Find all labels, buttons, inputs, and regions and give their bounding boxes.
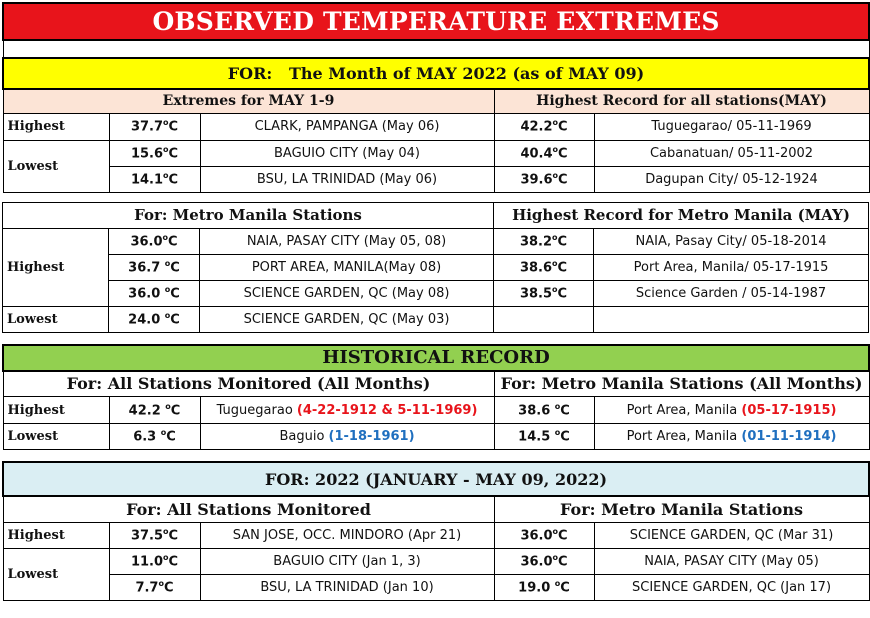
- temp-value: 15.6$^o$C: [109, 140, 200, 166]
- record-place: Port Area, Manila (05-17-1915): [594, 397, 869, 424]
- temp-value: 11.0$^o$C: [109, 548, 200, 574]
- year-table: [2, 461, 870, 601]
- section2-left-header: For: Metro Manila Stations: [3, 202, 494, 228]
- temp-value: 42.2 $^o$C: [109, 397, 200, 424]
- record-temp-value: 40.4$^o$C: [494, 140, 594, 166]
- record-place: Port Area, Manila (01-11-1914): [594, 424, 869, 450]
- mm-temp-value: 36.0$^o$C: [494, 548, 594, 574]
- row-label-highest: Highest: [3, 522, 109, 548]
- record-temp-value: 38.2$^o$C: [494, 228, 594, 254]
- report-title: OBSERVED TEMPERATURE EXTREMES: [3, 3, 869, 40]
- record-date: (4-22-1912 & 5-11-1969): [296, 402, 478, 418]
- row-label-lowest: Lowest: [3, 306, 109, 332]
- mm-station-location: SCIENCE GARDEN, QC (Mar 31): [594, 522, 869, 548]
- temperature-report: [2, 2, 868, 601]
- row-label-lowest: Lowest: [3, 548, 109, 600]
- historical-title: HISTORICAL RECORD: [3, 345, 869, 371]
- station-location: BSU, LA TRINIDAD (May 06): [200, 166, 494, 192]
- mm-station-location: NAIA, PASAY CITY (May 05): [594, 548, 869, 574]
- spacer-row: [3, 40, 869, 58]
- historical-right-header: For: Metro Manila Stations (All Months): [494, 371, 869, 397]
- temp-value: 37.5$^o$C: [109, 522, 200, 548]
- row-label-lowest: Lowest: [3, 140, 109, 192]
- record-place: Dagupan City/ 05-12-1924: [594, 166, 869, 192]
- station-location: NAIA, PASAY CITY (May 05, 08): [200, 228, 494, 254]
- section1-right-header: Highest Record for all stations(MAY): [494, 89, 869, 113]
- empty-cell: [594, 306, 869, 332]
- period-prefix: FOR:: [227, 64, 273, 83]
- temp-value: 36.0$^o$C: [109, 228, 200, 254]
- period-text: The Month of MAY 2022 (as of MAY 09): [289, 64, 645, 83]
- station-location: SAN JOSE, OCC. MINDORO (Apr 21): [200, 522, 494, 548]
- mm-temp-value: 36.0$^o$C: [494, 522, 594, 548]
- temp-value: 6.3 $^o$C: [109, 424, 200, 450]
- station-location: BAGUIO CITY (May 04): [200, 140, 494, 166]
- year-title: FOR: 2022 (JANUARY - MAY 09, 2022): [3, 462, 869, 496]
- station-location: BSU, LA TRINIDAD (Jan 10): [200, 574, 494, 600]
- record-date: (01-11-1914): [741, 429, 837, 444]
- temp-value: 24.0 $^o$C: [109, 306, 200, 332]
- station-location: Baguio (1-18-1961): [200, 424, 494, 450]
- record-temp-value: 39.6$^o$C: [494, 166, 594, 192]
- row-label-highest: Highest: [3, 397, 109, 424]
- row-label-highest: Highest: [3, 228, 109, 306]
- metro-manila-table: [2, 202, 869, 333]
- row-label-lowest: Lowest: [3, 424, 109, 450]
- station-location: CLARK, PAMPANGA (May 06): [200, 113, 494, 140]
- station-location: SCIENCE GARDEN, QC (May 03): [200, 306, 494, 332]
- record-temp-value: 38.5$^o$C: [494, 280, 594, 306]
- station-location: SCIENCE GARDEN, QC (May 08): [200, 280, 494, 306]
- record-date: (05-17-1915): [741, 402, 837, 418]
- row-label-highest: Highest: [3, 113, 109, 140]
- record-place: NAIA, Pasay City/ 05-18-2014: [594, 228, 869, 254]
- record-date: (1-18-1961): [328, 429, 415, 444]
- record-temp-value: 14.5 $^o$C: [494, 424, 594, 450]
- station-location: Tuguegarao (4-22-1912 & 5-11-1969): [200, 397, 494, 424]
- temp-value: 36.7 $^o$C: [109, 254, 200, 280]
- record-place: Port Area, Manila/ 05-17-1915: [594, 254, 869, 280]
- empty-cell: [494, 306, 594, 332]
- section1-left-header: Extremes for MAY 1-9: [3, 89, 494, 113]
- main-table: [2, 2, 870, 193]
- record-place: Cabanatuan/ 05-11-2002: [594, 140, 869, 166]
- record-temp-value: 38.6 $^o$C: [494, 397, 594, 424]
- temp-value: 7.7$^o$C: [109, 574, 200, 600]
- temp-value: 36.0 $^o$C: [109, 280, 200, 306]
- temp-value: 37.7$^o$C: [109, 113, 200, 140]
- year-left-header: For: All Stations Monitored: [3, 496, 494, 522]
- mm-station-location: SCIENCE GARDEN, QC (Jan 17): [594, 574, 869, 600]
- record-place: Science Garden / 05-14-1987: [594, 280, 869, 306]
- temp-value: 14.1$^o$C: [109, 166, 200, 192]
- mm-temp-value: 19.0 $^o$C: [494, 574, 594, 600]
- year-right-header: For: Metro Manila Stations: [494, 496, 869, 522]
- historical-left-header: For: All Stations Monitored (All Months): [3, 371, 494, 397]
- station-location: PORT AREA, MANILA(May 08): [200, 254, 494, 280]
- station-location: BAGUIO CITY (Jan 1, 3): [200, 548, 494, 574]
- section2-right-header: Highest Record for Metro Manila (MAY): [494, 202, 869, 228]
- period-banner: [3, 58, 869, 89]
- record-temp-value: 42.2$^o$C: [494, 113, 594, 140]
- historical-table: [2, 344, 870, 451]
- record-place: Tuguegarao/ 05-11-1969: [594, 113, 869, 140]
- record-temp-value: 38.6$^o$C: [494, 254, 594, 280]
